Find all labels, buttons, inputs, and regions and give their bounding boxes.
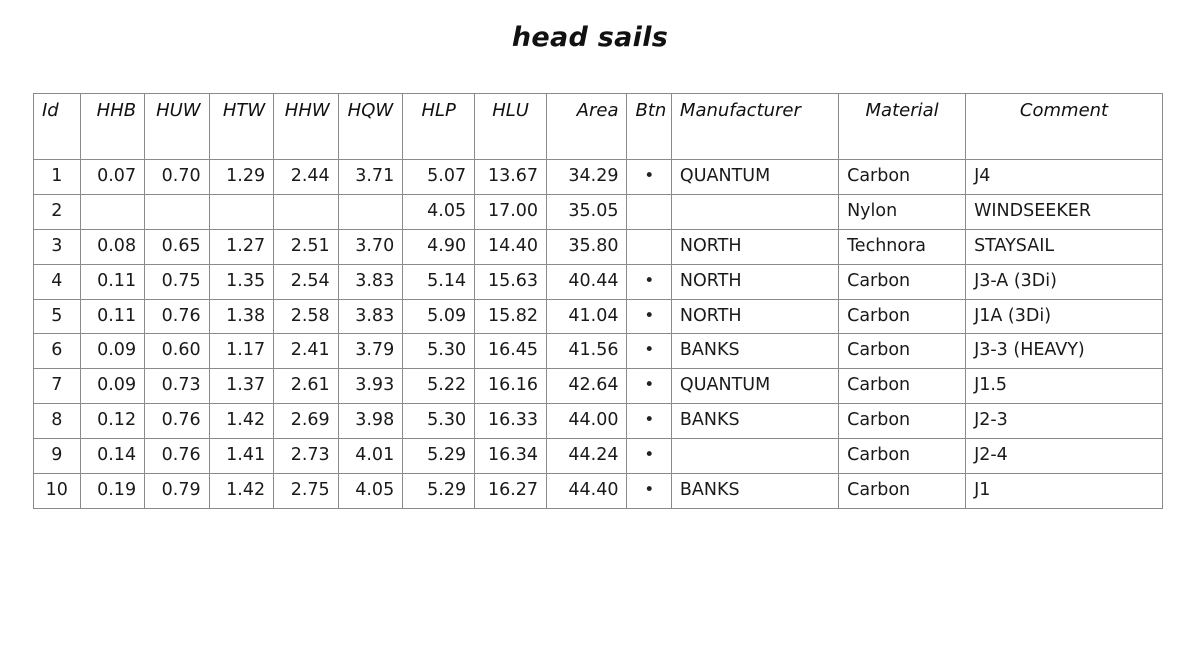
- cell-hqw: 3.93: [338, 369, 403, 404]
- table-header: [34, 94, 1163, 160]
- cell-btn: •: [627, 160, 671, 195]
- cell-hlu: 17.00: [475, 194, 547, 229]
- column-header-id: Id: [34, 94, 81, 160]
- cell-area: 35.05: [547, 194, 627, 229]
- cell-material: Carbon: [839, 404, 966, 439]
- column-header-comment: Comment: [966, 94, 1163, 160]
- cell-htw: 1.35: [209, 264, 274, 299]
- cell-hhb: 0.12: [80, 404, 145, 439]
- cell-hhw: 2.58: [274, 299, 339, 334]
- cell-id: 4: [34, 264, 81, 299]
- cell-htw: 1.29: [209, 160, 274, 195]
- cell-hlu: 16.34: [475, 439, 547, 474]
- cell-comment: J2-4: [966, 439, 1163, 474]
- cell-material: Carbon: [839, 299, 966, 334]
- cell-manufacturer: BANKS: [671, 404, 838, 439]
- cell-hqw: 4.01: [338, 439, 403, 474]
- cell-hhb: 0.11: [80, 264, 145, 299]
- cell-hlp: 5.22: [403, 369, 475, 404]
- cell-manufacturer: [671, 439, 838, 474]
- cell-id: 9: [34, 439, 81, 474]
- cell-id: 6: [34, 334, 81, 369]
- cell-comment: J3-A (3Di): [966, 264, 1163, 299]
- cell-hqw: 3.79: [338, 334, 403, 369]
- cell-btn: •: [627, 473, 671, 508]
- cell-hhb: 0.14: [80, 439, 145, 474]
- cell-hhb: 0.09: [80, 369, 145, 404]
- column-header-manufacturer: Manufacturer: [671, 94, 838, 160]
- cell-hhw: [274, 194, 339, 229]
- table-row: [34, 334, 1163, 369]
- cell-id: 2: [34, 194, 81, 229]
- cell-btn: •: [627, 334, 671, 369]
- cell-hlu: 16.16: [475, 369, 547, 404]
- cell-htw: 1.41: [209, 439, 274, 474]
- cell-btn: [627, 194, 671, 229]
- column-header-hlu: HLU: [475, 94, 547, 160]
- cell-htw: 1.37: [209, 369, 274, 404]
- cell-hlp: 5.30: [403, 334, 475, 369]
- cell-hlu: 16.27: [475, 473, 547, 508]
- cell-hhb: 0.07: [80, 160, 145, 195]
- table-row: [34, 160, 1163, 195]
- table-row: [34, 404, 1163, 439]
- page-title: head sails: [511, 22, 669, 53]
- cell-hhb: [80, 194, 145, 229]
- cell-material: Carbon: [839, 473, 966, 508]
- cell-hlp: 5.29: [403, 439, 475, 474]
- cell-comment: J3-3 (HEAVY): [966, 334, 1163, 369]
- cell-area: 40.44: [547, 264, 627, 299]
- cell-hlp: 5.29: [403, 473, 475, 508]
- cell-comment: J1: [966, 473, 1163, 508]
- cell-huw: 0.76: [145, 439, 210, 474]
- cell-hlp: 5.07: [403, 160, 475, 195]
- cell-manufacturer: QUANTUM: [671, 160, 838, 195]
- cell-area: 41.04: [547, 299, 627, 334]
- head-sails-table-container: [33, 93, 1163, 509]
- cell-manufacturer: BANKS: [671, 334, 838, 369]
- cell-huw: 0.76: [145, 299, 210, 334]
- cell-hlp: 5.09: [403, 299, 475, 334]
- cell-hhw: 2.69: [274, 404, 339, 439]
- cell-id: 8: [34, 404, 81, 439]
- cell-htw: 1.38: [209, 299, 274, 334]
- cell-huw: 0.79: [145, 473, 210, 508]
- cell-area: 35.80: [547, 229, 627, 264]
- cell-hhw: 2.61: [274, 369, 339, 404]
- cell-manufacturer: NORTH: [671, 229, 838, 264]
- cell-comment: WINDSEEKER: [966, 194, 1163, 229]
- cell-hhw: 2.75: [274, 473, 339, 508]
- cell-material: Nylon: [839, 194, 966, 229]
- cell-btn: •: [627, 369, 671, 404]
- table-row: [34, 264, 1163, 299]
- table-row: [34, 229, 1163, 264]
- table-row: [34, 194, 1163, 229]
- table-header-row: [34, 94, 1163, 160]
- cell-hlu: 13.67: [475, 160, 547, 195]
- column-header-area: Area: [547, 94, 627, 160]
- cell-hhb: 0.08: [80, 229, 145, 264]
- cell-htw: 1.17: [209, 334, 274, 369]
- cell-area: 44.40: [547, 473, 627, 508]
- cell-manufacturer: BANKS: [671, 473, 838, 508]
- cell-manufacturer: QUANTUM: [671, 369, 838, 404]
- cell-area: 34.29: [547, 160, 627, 195]
- cell-htw: [209, 194, 274, 229]
- cell-manufacturer: NORTH: [671, 299, 838, 334]
- cell-hlu: 15.82: [475, 299, 547, 334]
- cell-material: Carbon: [839, 160, 966, 195]
- cell-comment: J1.5: [966, 369, 1163, 404]
- cell-material: Carbon: [839, 264, 966, 299]
- table-row: [34, 439, 1163, 474]
- table-body: [34, 160, 1163, 509]
- cell-huw: 0.60: [145, 334, 210, 369]
- cell-btn: [627, 229, 671, 264]
- cell-hqw: [338, 194, 403, 229]
- column-header-hhw: HHW: [274, 94, 339, 160]
- cell-hlp: 4.05: [403, 194, 475, 229]
- cell-hhw: 2.73: [274, 439, 339, 474]
- cell-material: Technora: [839, 229, 966, 264]
- cell-hqw: 3.70: [338, 229, 403, 264]
- cell-hqw: 4.05: [338, 473, 403, 508]
- cell-area: 42.64: [547, 369, 627, 404]
- cell-comment: STAYSAIL: [966, 229, 1163, 264]
- cell-id: 1: [34, 160, 81, 195]
- column-header-htw: HTW: [209, 94, 274, 160]
- cell-id: 3: [34, 229, 81, 264]
- cell-id: 5: [34, 299, 81, 334]
- column-header-btn: Btn: [627, 94, 671, 160]
- cell-manufacturer: NORTH: [671, 264, 838, 299]
- cell-btn: •: [627, 264, 671, 299]
- table-row: [34, 473, 1163, 508]
- cell-comment: J1A (3Di): [966, 299, 1163, 334]
- cell-htw: 1.27: [209, 229, 274, 264]
- cell-hhw: 2.51: [274, 229, 339, 264]
- cell-huw: 0.76: [145, 404, 210, 439]
- cell-area: 44.24: [547, 439, 627, 474]
- cell-huw: 0.75: [145, 264, 210, 299]
- cell-hhw: 2.44: [274, 160, 339, 195]
- cell-hhb: 0.11: [80, 299, 145, 334]
- cell-hlp: 5.14: [403, 264, 475, 299]
- column-header-huw: HUW: [145, 94, 210, 160]
- head-sails-table: [33, 93, 1163, 509]
- cell-comment: J4: [966, 160, 1163, 195]
- cell-hhb: 0.09: [80, 334, 145, 369]
- cell-hqw: 3.98: [338, 404, 403, 439]
- cell-material: Carbon: [839, 439, 966, 474]
- cell-htw: 1.42: [209, 404, 274, 439]
- column-header-hqw: HQW: [338, 94, 403, 160]
- cell-hlu: 16.45: [475, 334, 547, 369]
- cell-area: 41.56: [547, 334, 627, 369]
- cell-manufacturer: [671, 194, 838, 229]
- cell-comment: J2-3: [966, 404, 1163, 439]
- cell-huw: 0.73: [145, 369, 210, 404]
- cell-hlp: 4.90: [403, 229, 475, 264]
- cell-btn: •: [627, 299, 671, 334]
- cell-id: 7: [34, 369, 81, 404]
- cell-huw: 0.70: [145, 160, 210, 195]
- cell-hhw: 2.41: [274, 334, 339, 369]
- column-header-material: Material: [839, 94, 966, 160]
- cell-huw: 0.65: [145, 229, 210, 264]
- cell-hqw: 3.83: [338, 299, 403, 334]
- cell-id: 10: [34, 473, 81, 508]
- cell-btn: •: [627, 439, 671, 474]
- cell-hlp: 5.30: [403, 404, 475, 439]
- column-header-hlp: HLP: [403, 94, 475, 160]
- column-header-hhb: HHB: [80, 94, 145, 160]
- cell-btn: •: [627, 404, 671, 439]
- cell-hlu: 16.33: [475, 404, 547, 439]
- table-row: [34, 369, 1163, 404]
- cell-hqw: 3.83: [338, 264, 403, 299]
- cell-material: Carbon: [839, 334, 966, 369]
- cell-hqw: 3.71: [338, 160, 403, 195]
- cell-htw: 1.42: [209, 473, 274, 508]
- cell-material: Carbon: [839, 369, 966, 404]
- cell-hhw: 2.54: [274, 264, 339, 299]
- cell-hlu: 14.40: [475, 229, 547, 264]
- cell-area: 44.00: [547, 404, 627, 439]
- cell-huw: [145, 194, 210, 229]
- cell-hhb: 0.19: [80, 473, 145, 508]
- table-row: [34, 299, 1163, 334]
- cell-hlu: 15.63: [475, 264, 547, 299]
